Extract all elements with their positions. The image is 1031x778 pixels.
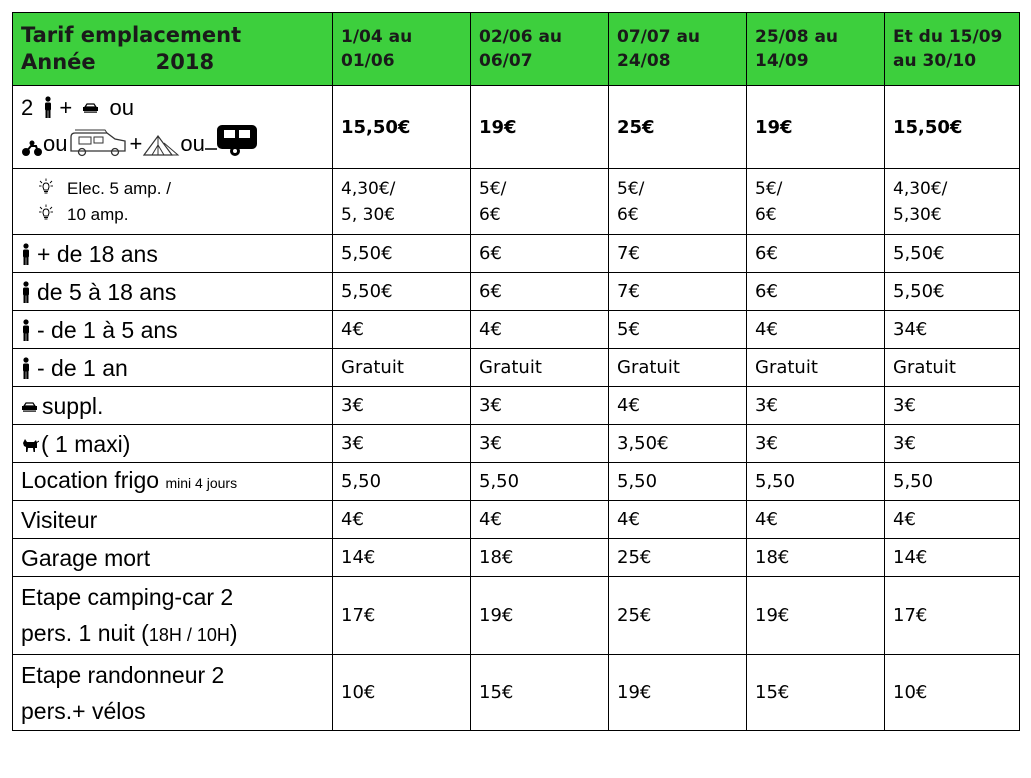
etape-cc-hours: 18H / 10H (148, 624, 230, 645)
elec-price-1 (333, 169, 471, 235)
enfant-price-5: 5,50€ (885, 273, 1020, 311)
plus-sign: + (59, 95, 73, 120)
period-3-line1: 07/07 au (617, 27, 701, 47)
row-elec (13, 169, 1020, 235)
bebe-label (13, 349, 333, 387)
visiteur-label: Visiteur (13, 501, 333, 539)
garage-price-3: 25€ (609, 539, 747, 577)
etape-cc-price-5: 17€ (885, 577, 1020, 655)
elec-price-4b: 6€ (755, 204, 777, 225)
etape-rando-price-5: 10€ (885, 655, 1020, 731)
period-4-line1: 25/08 au (755, 27, 839, 47)
frigo-price-3: 5,50 (609, 463, 747, 501)
visiteur-price-2: 4€ (471, 501, 609, 539)
emplacement-price-5: 15,50€ (885, 86, 1020, 169)
voiture-price-2: 3€ (471, 387, 609, 425)
bebe-price-1: Gratuit (333, 349, 471, 387)
tent-icon (142, 133, 180, 157)
etape-cc-line1: Etape camping-car 2 (21, 583, 234, 610)
etape-cc-price-3: 25€ (609, 577, 747, 655)
etape-rando-price-4: 15€ (747, 655, 885, 731)
frigo-text: Location frigo (21, 467, 160, 493)
person-icon (21, 319, 31, 341)
visiteur-price-4: 4€ (747, 501, 885, 539)
tarif-table (12, 12, 1020, 731)
period-4-line2: 14/09 (755, 51, 809, 71)
etape-rando-line1: Etape randonneur 2 (21, 661, 225, 688)
enfant-price-3: 7€ (609, 273, 747, 311)
elec-price-5b: 5,30€ (893, 204, 942, 225)
bebe-text: - de 1 an (37, 354, 128, 381)
chien-price-3: 3,50€ (609, 425, 747, 463)
visiteur-price-3: 4€ (609, 501, 747, 539)
period-header-2 (471, 13, 609, 86)
persons-count: 2 (21, 95, 34, 120)
frigo-price-1: 5,50 (333, 463, 471, 501)
motorbike-icon (21, 139, 43, 157)
garage-price-4: 18€ (747, 539, 885, 577)
chien-price-1: 3€ (333, 425, 471, 463)
chien-text: ( 1 maxi) (41, 430, 131, 457)
emplacement-line1 (21, 93, 324, 123)
adulte-price-3: 7€ (609, 235, 747, 273)
ou-text-b: ou (180, 131, 205, 156)
adulte-price-4: 6€ (747, 235, 885, 273)
period-header-1 (333, 13, 471, 86)
row-enfant (13, 273, 1020, 311)
elec-price-3 (609, 169, 747, 235)
enfant-price-4: 6€ (747, 273, 885, 311)
visiteur-price-5: 4€ (885, 501, 1020, 539)
etape-rando-price-2: 15€ (471, 655, 609, 731)
petit-price-3: 5€ (609, 311, 747, 349)
person-icon (21, 357, 31, 379)
period-2-line2: 06/07 (479, 51, 533, 71)
row-etape-camping-car (13, 577, 1020, 655)
frigo-price-4: 5,50 (747, 463, 885, 501)
period-5-line1: Et du 15/09 (893, 27, 1003, 47)
person-icon (21, 243, 31, 265)
adulte-label (13, 235, 333, 273)
bebe-price-3: Gratuit (609, 349, 747, 387)
period-3-line2: 24/08 (617, 51, 671, 71)
etape-rando-label (13, 655, 333, 731)
row-adulte (13, 235, 1020, 273)
etape-rando-line2: pers.+ vélos (21, 697, 146, 724)
etape-cc-price-4: 19€ (747, 577, 885, 655)
bulb-icon (39, 178, 53, 196)
period-header-5 (885, 13, 1020, 86)
emplacement-label (13, 86, 333, 169)
person-icon (21, 281, 31, 303)
ou-text: ou (109, 95, 134, 120)
visiteur-price-1: 4€ (333, 501, 471, 539)
garage-price-1: 14€ (333, 539, 471, 577)
elec-price-5 (885, 169, 1020, 235)
person-icon (43, 96, 53, 118)
row-chien (13, 425, 1020, 463)
row-voiture (13, 387, 1020, 425)
chien-price-2: 3€ (471, 425, 609, 463)
enfant-text: de 5 à 18 ans (37, 278, 177, 305)
enfant-label (13, 273, 333, 311)
voiture-price-3: 4€ (609, 387, 747, 425)
elec-price-1b: 5, 30€ (341, 204, 396, 225)
etape-cc-line2a: pers. 1 nuit ( (21, 619, 149, 646)
elec-price-3b: 6€ (617, 204, 639, 225)
row-etape-randonneur (13, 655, 1020, 731)
elec-price-1a: 4,30€/ (341, 178, 396, 199)
emplacement-price-4: 19€ (747, 86, 885, 169)
bebe-price-5: Gratuit (885, 349, 1020, 387)
enfant-price-1: 5,50€ (333, 273, 471, 311)
elec-label (13, 169, 333, 235)
frigo-price-2: 5,50 (471, 463, 609, 501)
row-frigo (13, 463, 1020, 501)
enfant-price-2: 6€ (471, 273, 609, 311)
elec-price-2b: 6€ (479, 204, 501, 225)
elec-text1: Elec. 5 amp. / (67, 178, 171, 198)
voiture-text: suppl. (42, 392, 104, 419)
period-5-line2: au 30/10 (893, 51, 977, 71)
etape-cc-line2 (21, 615, 324, 653)
camping-car-icon (67, 127, 129, 157)
period-2-line1: 02/06 au (479, 27, 563, 47)
petit-label (13, 311, 333, 349)
voiture-price-5: 3€ (885, 387, 1020, 425)
petit-price-4: 4€ (747, 311, 885, 349)
row-emplacement (13, 86, 1020, 169)
year-label: Année (21, 50, 96, 74)
petit-text: - de 1 à 5 ans (37, 316, 178, 343)
etape-rando-price-1: 10€ (333, 655, 471, 731)
garage-label: Garage mort (13, 539, 333, 577)
elec-price-2 (471, 169, 609, 235)
emplacement-price-1: 15,50€ (333, 86, 471, 169)
frigo-price-5: 5,50 (885, 463, 1020, 501)
petit-price-2: 4€ (471, 311, 609, 349)
etape-cc-price-1: 17€ (333, 577, 471, 655)
garage-price-2: 18€ (471, 539, 609, 577)
adulte-price-5: 5,50€ (885, 235, 1020, 273)
chien-price-5: 3€ (885, 425, 1020, 463)
period-1-line1: 1/04 au (341, 27, 413, 47)
year-value: 2018 (155, 50, 215, 74)
elec-price-4 (747, 169, 885, 235)
plus-text: + (129, 131, 143, 156)
elec-price-5a: 4,30€/ (893, 178, 948, 199)
garage-price-5: 14€ (885, 539, 1020, 577)
chien-price-4: 3€ (747, 425, 885, 463)
row-garage (13, 539, 1020, 577)
table-title-cell (13, 13, 333, 86)
header-row (13, 13, 1020, 86)
row-bebe (13, 349, 1020, 387)
voiture-price-4: 3€ (747, 387, 885, 425)
row-petit (13, 311, 1020, 349)
etape-cc-price-2: 19€ (471, 577, 609, 655)
row-visiteur (13, 501, 1020, 539)
voiture-price-1: 3€ (333, 387, 471, 425)
petit-price-5: 34€ (885, 311, 1020, 349)
emplacement-line2 (21, 123, 324, 161)
elec-line2 (21, 202, 324, 228)
etape-cc-label (13, 577, 333, 655)
etape-rando-price-3: 19€ (609, 655, 747, 731)
bulb-icon (39, 204, 53, 222)
elec-price-2a: 5€/ (479, 178, 507, 199)
elec-price-3a: 5€/ (617, 178, 645, 199)
car-icon (82, 103, 99, 114)
elec-line1 (21, 176, 324, 202)
chien-label (13, 425, 333, 463)
adulte-text: + de 18 ans (37, 240, 158, 267)
table-title: Tarif emplacement (21, 23, 242, 47)
adulte-price-2: 6€ (471, 235, 609, 273)
emplacement-price-2: 19€ (471, 86, 609, 169)
petit-price-1: 4€ (333, 311, 471, 349)
emplacement-price-3: 25€ (609, 86, 747, 169)
period-1-line2: 01/06 (341, 51, 395, 71)
year-line (21, 49, 324, 76)
elec-price-4a: 5€/ (755, 178, 783, 199)
frigo-label (13, 463, 333, 501)
bebe-price-2: Gratuit (471, 349, 609, 387)
etape-cc-line2c: ) (229, 619, 238, 646)
frigo-note: mini 4 jours (165, 475, 238, 491)
adulte-price-1: 5,50€ (333, 235, 471, 273)
caravan-icon (205, 123, 261, 157)
dog-icon (21, 437, 39, 453)
car-icon (21, 402, 38, 413)
period-header-4 (747, 13, 885, 86)
period-header-3 (609, 13, 747, 86)
elec-text2: 10 amp. (67, 204, 129, 224)
voiture-label (13, 387, 333, 425)
ou-text-a: ou (43, 131, 68, 156)
bebe-price-4: Gratuit (747, 349, 885, 387)
